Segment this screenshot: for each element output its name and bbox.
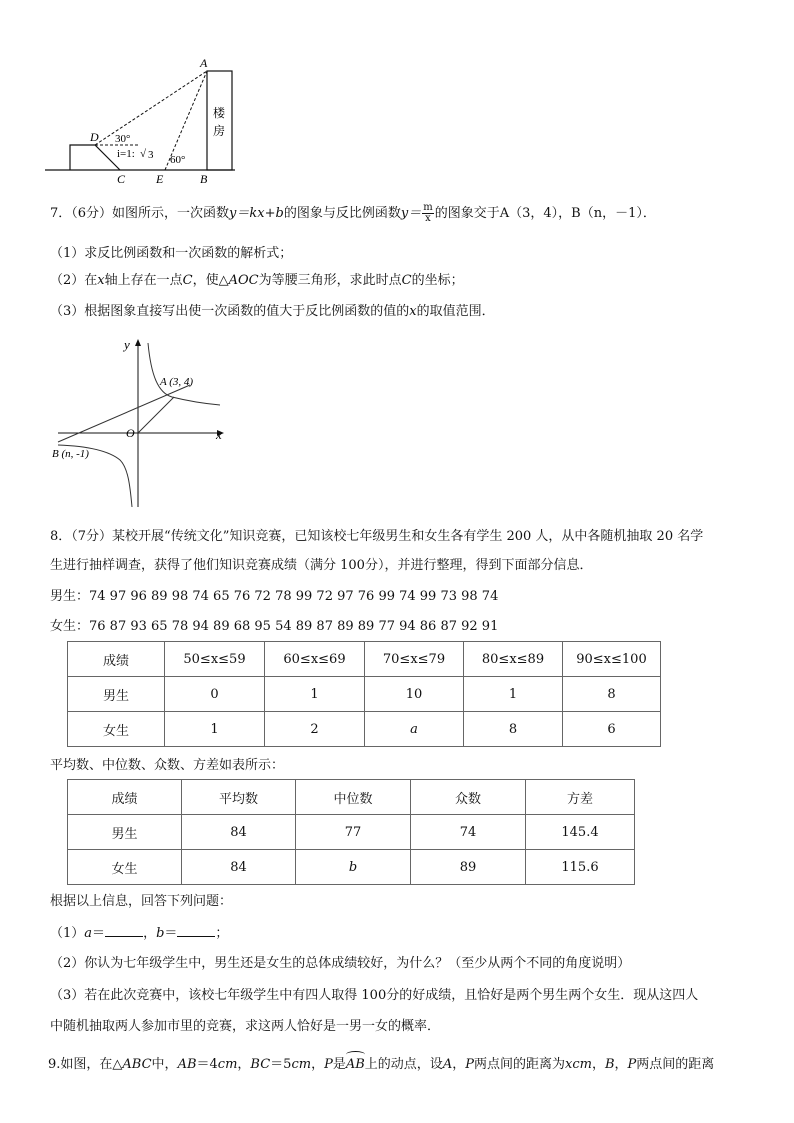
table-cell: 0 — [165, 677, 265, 712]
boys-scores: 男生：74 97 96 89 98 74 65 76 72 78 99 72 97 76 99 74 99 73 98 74 — [50, 589, 499, 604]
table-cell: 74 — [411, 815, 526, 850]
table-cell: 2 — [265, 712, 365, 747]
function-graph — [48, 335, 238, 510]
statistics-table — [67, 779, 635, 885]
hyperbola-branch-1 — [148, 343, 220, 405]
embankment — [70, 145, 120, 170]
table-header: 中位数 — [296, 780, 411, 815]
label-d: D — [90, 130, 99, 144]
table-header: 方差 — [526, 780, 635, 815]
q8-sub1: （1）a＝ ，b＝ ； — [50, 923, 228, 943]
table-cell: 84 — [182, 815, 296, 850]
table-row — [68, 850, 635, 885]
table-row — [68, 815, 635, 850]
table-cell: 1 — [464, 677, 563, 712]
q8-sub3-line1: （3）若在此次竞赛中，该校七年级学生中有四人取得 100分的好成绩，且恰好是两个男生两个女生．现从这四人 — [50, 988, 699, 1003]
slope-label: i=1: — [117, 148, 135, 160]
segment-oa — [138, 397, 174, 433]
fraction-m-over-x: $\frac{m}{x}$ — [423, 202, 433, 224]
q8-sub2: （2）你认为七年级学生中，男生还是女生的总体成绩较好，为什么？（至少从两个不同的角度说明） — [50, 956, 631, 971]
table-row — [68, 780, 635, 815]
table-cell: 10 — [365, 677, 464, 712]
table-cell: 6 — [563, 712, 661, 747]
y-label: y — [124, 337, 130, 352]
label-a: A — [200, 56, 208, 70]
q7-sub3: （3）根据图象直接写出使一次函数的值大于反比例函数的值的x的取值范围． — [50, 304, 495, 319]
table-cell: 89 — [411, 850, 526, 885]
table-cell: 84 — [182, 850, 296, 885]
building-char-1: 楼 — [213, 106, 226, 120]
table-cell: 女生 — [68, 850, 182, 885]
x-label: x — [216, 427, 222, 442]
origin-label: O — [126, 426, 135, 440]
building-figure — [40, 55, 250, 185]
table-header: 众数 — [411, 780, 526, 815]
building-char-2: 房 — [213, 124, 226, 138]
q8-stem-line1: 8．（7分）某校开展“传统文化”知识竞赛，已知该校七年级男生和女生各有学生 200 人，从中各随机抽取 20 名学 — [50, 529, 704, 544]
girls-scores: 女生：76 87 93 65 78 94 89 68 95 54 89 87 89 89 77 94 86 87 92 91 — [50, 619, 499, 634]
q9-stem: 9.如图，在△ABC中，AB＝4cm，BC＝5cm，P是AB上的动点，设A，P两点间的距离为xcm，B，P两点间的距离 — [48, 1057, 715, 1072]
q7-sub2: （2）在x轴上存在一点C，使△AOC为等腰三角形，求此时点C的坐标； — [50, 273, 464, 288]
label-c: C — [117, 172, 126, 185]
table-header: 平均数 — [182, 780, 296, 815]
table-header: 60≤x≤69 — [265, 642, 365, 677]
label-b: B — [200, 172, 208, 185]
point-a-label: A (3, 4) — [160, 376, 194, 388]
q8-stem-line2: 生进行抽样调查，获得了他们知识竞赛成绩（满分 100分），并进行整理，得到下面部分信息． — [50, 558, 593, 573]
table-header: 成绩 — [68, 642, 165, 677]
slope-sqrt: 3 — [148, 149, 154, 161]
table-cell: 1 — [265, 677, 365, 712]
table-cell: 77 — [296, 815, 411, 850]
table-header: 90≤x≤100 — [563, 642, 661, 677]
angle-60: 60° — [170, 154, 186, 166]
table-header: 70≤x≤79 — [365, 642, 464, 677]
building — [207, 71, 232, 170]
table-cell: 145.4 — [526, 815, 635, 850]
table-row — [68, 677, 661, 712]
q7-stem: 7．（6分）如图所示，一次函数y＝kx+b的图象与反比例函数y＝ $\frac{m}{x}$ 的图象交于A（3，4），B（n，－1）． — [50, 202, 656, 224]
frequency-table — [67, 641, 661, 747]
table-cell: 115.6 — [526, 850, 635, 885]
table-row — [68, 642, 661, 677]
table-header: 成绩 — [68, 780, 182, 815]
answer-blank-a[interactable] — [105, 923, 143, 937]
point-b-label: B (n, -1) — [52, 448, 89, 460]
q7-sub1: （1）求反比例函数和一次函数的解析式； — [50, 246, 293, 261]
arc-ab: AB — [345, 1057, 365, 1072]
table-row — [68, 712, 661, 747]
q8-ask: 根据以上信息，回答下列问题： — [50, 894, 233, 909]
q8-sub3-line2: 中随机抽取两人参加市里的竞赛，求这两人恰好是一男一女的概率． — [50, 1019, 441, 1034]
answer-blank-b[interactable] — [177, 923, 215, 937]
table-cell: 男生 — [68, 677, 165, 712]
label-e: E — [156, 172, 164, 185]
sight-line-d — [95, 71, 207, 145]
sqrt-sign: √ — [140, 148, 147, 160]
table-cell: a — [365, 712, 464, 747]
table-cell: 男生 — [68, 815, 182, 850]
table-cell: 8 — [464, 712, 563, 747]
table-header: 50≤x≤59 — [165, 642, 265, 677]
table-cell: 女生 — [68, 712, 165, 747]
y-axis-arrow — [135, 339, 141, 346]
table-cell: 8 — [563, 677, 661, 712]
angle-30: 30° — [115, 133, 131, 145]
table-header: 80≤x≤89 — [464, 642, 563, 677]
table-cell: b — [296, 850, 411, 885]
table2-intro: 平均数、中位数、众数、方差如表所示： — [50, 758, 285, 773]
table-cell: 1 — [165, 712, 265, 747]
